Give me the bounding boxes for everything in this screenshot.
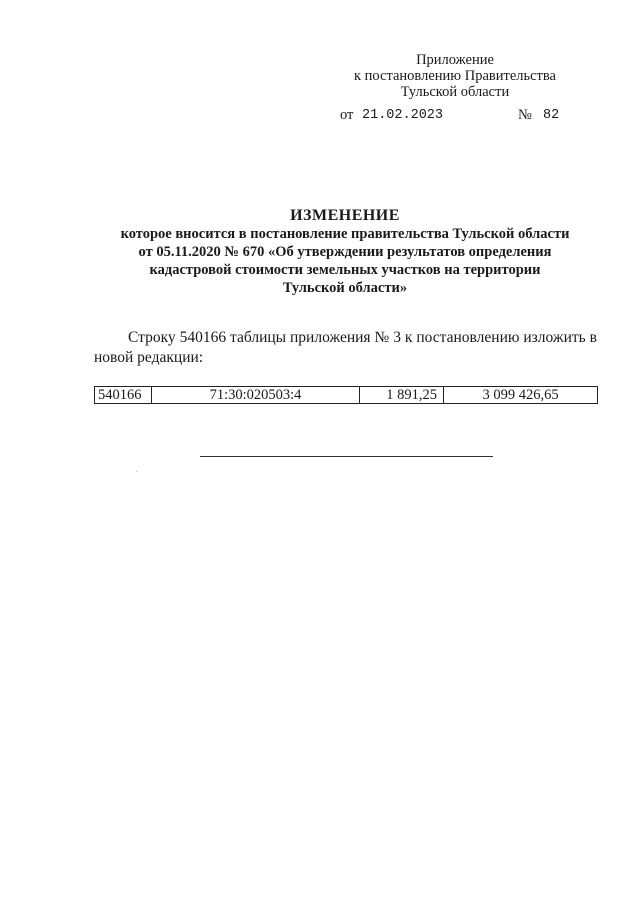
number-sign: №	[518, 107, 532, 123]
title-line-3: кадастровой стоимости земельных участков на территории	[149, 262, 541, 278]
scan-speck	[136, 471, 137, 472]
document-title	[80, 207, 610, 297]
title-heading: ИЗМЕНЕНИЕ	[290, 207, 400, 224]
title-line-2: от 05.11.2020 № 670 «Об утверждении результатов определения	[138, 244, 552, 260]
body-paragraph: Строку 540166 таблицы приложения № 3 к постановлению изложить в новой редакции:	[94, 329, 597, 366]
appendix-line-2: к постановлению Правительства	[354, 68, 556, 84]
appendix-line-1: Приложение	[416, 52, 494, 68]
cell-area: 1 891,25	[360, 387, 444, 403]
title-line-4: Тульской области»	[282, 280, 408, 296]
appendix-line-3: Тульской области	[400, 84, 510, 100]
cell-cadastral-value: 3 099 426,65	[482, 387, 559, 403]
decree-date: 21.02.2023	[362, 108, 444, 123]
appendix-header	[330, 52, 580, 100]
cell-cadastral-number: 71:30:020503:4	[152, 387, 360, 403]
cell-row-id: 540166	[95, 387, 152, 403]
table-row	[94, 386, 598, 404]
decree-number: 82	[543, 108, 560, 123]
date-prefix: от	[340, 107, 354, 123]
end-divider	[200, 456, 493, 457]
title-line-1: которое вносится в постановление правительства Тульской области	[120, 226, 570, 242]
